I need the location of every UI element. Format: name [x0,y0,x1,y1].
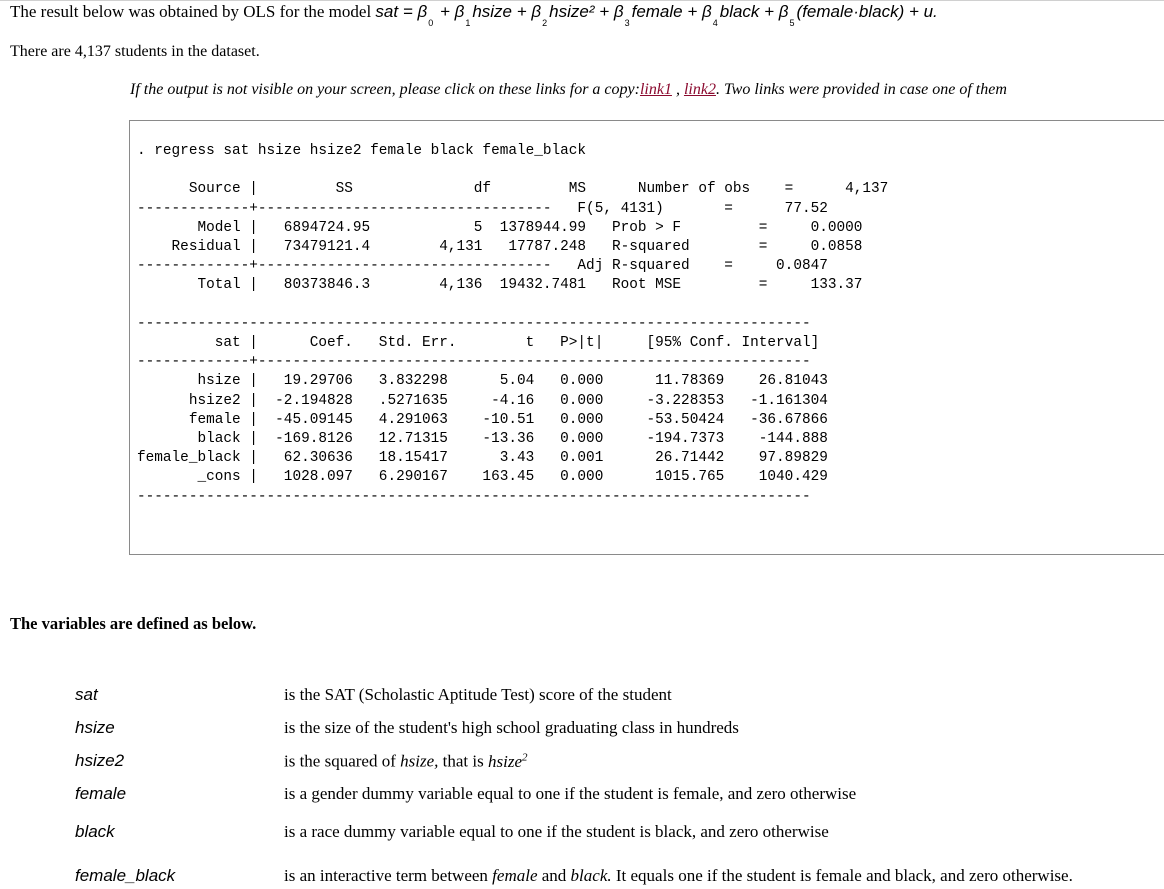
link1[interactable]: link1 [639,81,672,98]
variable-definition: is the size of the student's high school graduating class in hundreds [284,718,739,737]
variable-definition: is an interactive term between female and black. It equals one if the student is female and black, and zero otherwise. [284,866,1073,885]
variable-name: hsize2 [75,751,125,770]
model-equation: sat = β0 + β1hsize + β2hsize² + β3female + β4black + β5(female·black) + u. [375,2,938,28]
model-description [10,1,938,28]
variable-name: sat [75,685,98,704]
intro-text: The result below was obtained by OLS for the model [10,2,372,21]
variable-definition: is a race dummy variable equal to one if the student is black, and zero otherwise [284,822,829,841]
student-count-text: There are 4,137 students in the dataset. [10,43,260,60]
variable-name: female [75,784,127,803]
variables-heading: The variables are defined as below. [10,614,257,633]
visibility-notice: If the output is not visible on your screen, please click on these links for a copy:link1 , link2. Two links were provided in case one of them [130,81,1007,98]
stata-output-box [129,120,1164,555]
variable-name: hsize [75,718,115,737]
variable-name: black [75,822,115,841]
variable-definition: is a gender dummy variable equal to one if the student is female, and zero otherwise [284,784,857,803]
variable-definition: is the squared of hsize, that is hsize$^2$ [284,751,528,771]
regression-output: . regress sat hsize hsize2 female black female_black Source | SS df MS Number of obs = 4,137 -------------+---------------------------------- F(5, 4131) = 77.52 Model | 6894724.95 5 1378944.99 Prob > F = 0.0000 Residual | 73479121.4 4,131 17787.248 R-squared = 0.0858 -------------+---------------------------------- Adj R-squared = 0.0847 Total | 80373846.3 4,136 19432.7481 Root MSE = 133.37 ------------------------------------------------------------------------------ sat | Coef. Std. Err. t P>|t| [95% Conf. Interval] -------------+---------------------------------------------------------------- hsize | 19.29706 3.832298 5.04 0.000 11.78369 26.81043 hsize2 | -2.194828 .5271635 -4.16 0.000 -3.228353 -1.161304 female | -45.09145 4.291063 -10.51 0.000 -53.50424 -36.67866 black | -169.8126 12.71315 -13.36 0.000 -194.7373 -144.888 female_black | 62.30636 18.15417 3.43 0.001 26.71442 97.89829 _cons | 1028.097 6.290167 163.45 0.000 1015.765 1040.429 ------------------------------------------------------------------------------ [137,143,889,505]
variable-definition: is the SAT (Scholastic Aptitude Test) score of the student [284,685,672,704]
variable-name: female_black [75,866,176,885]
link2[interactable]: link2 [683,81,716,98]
